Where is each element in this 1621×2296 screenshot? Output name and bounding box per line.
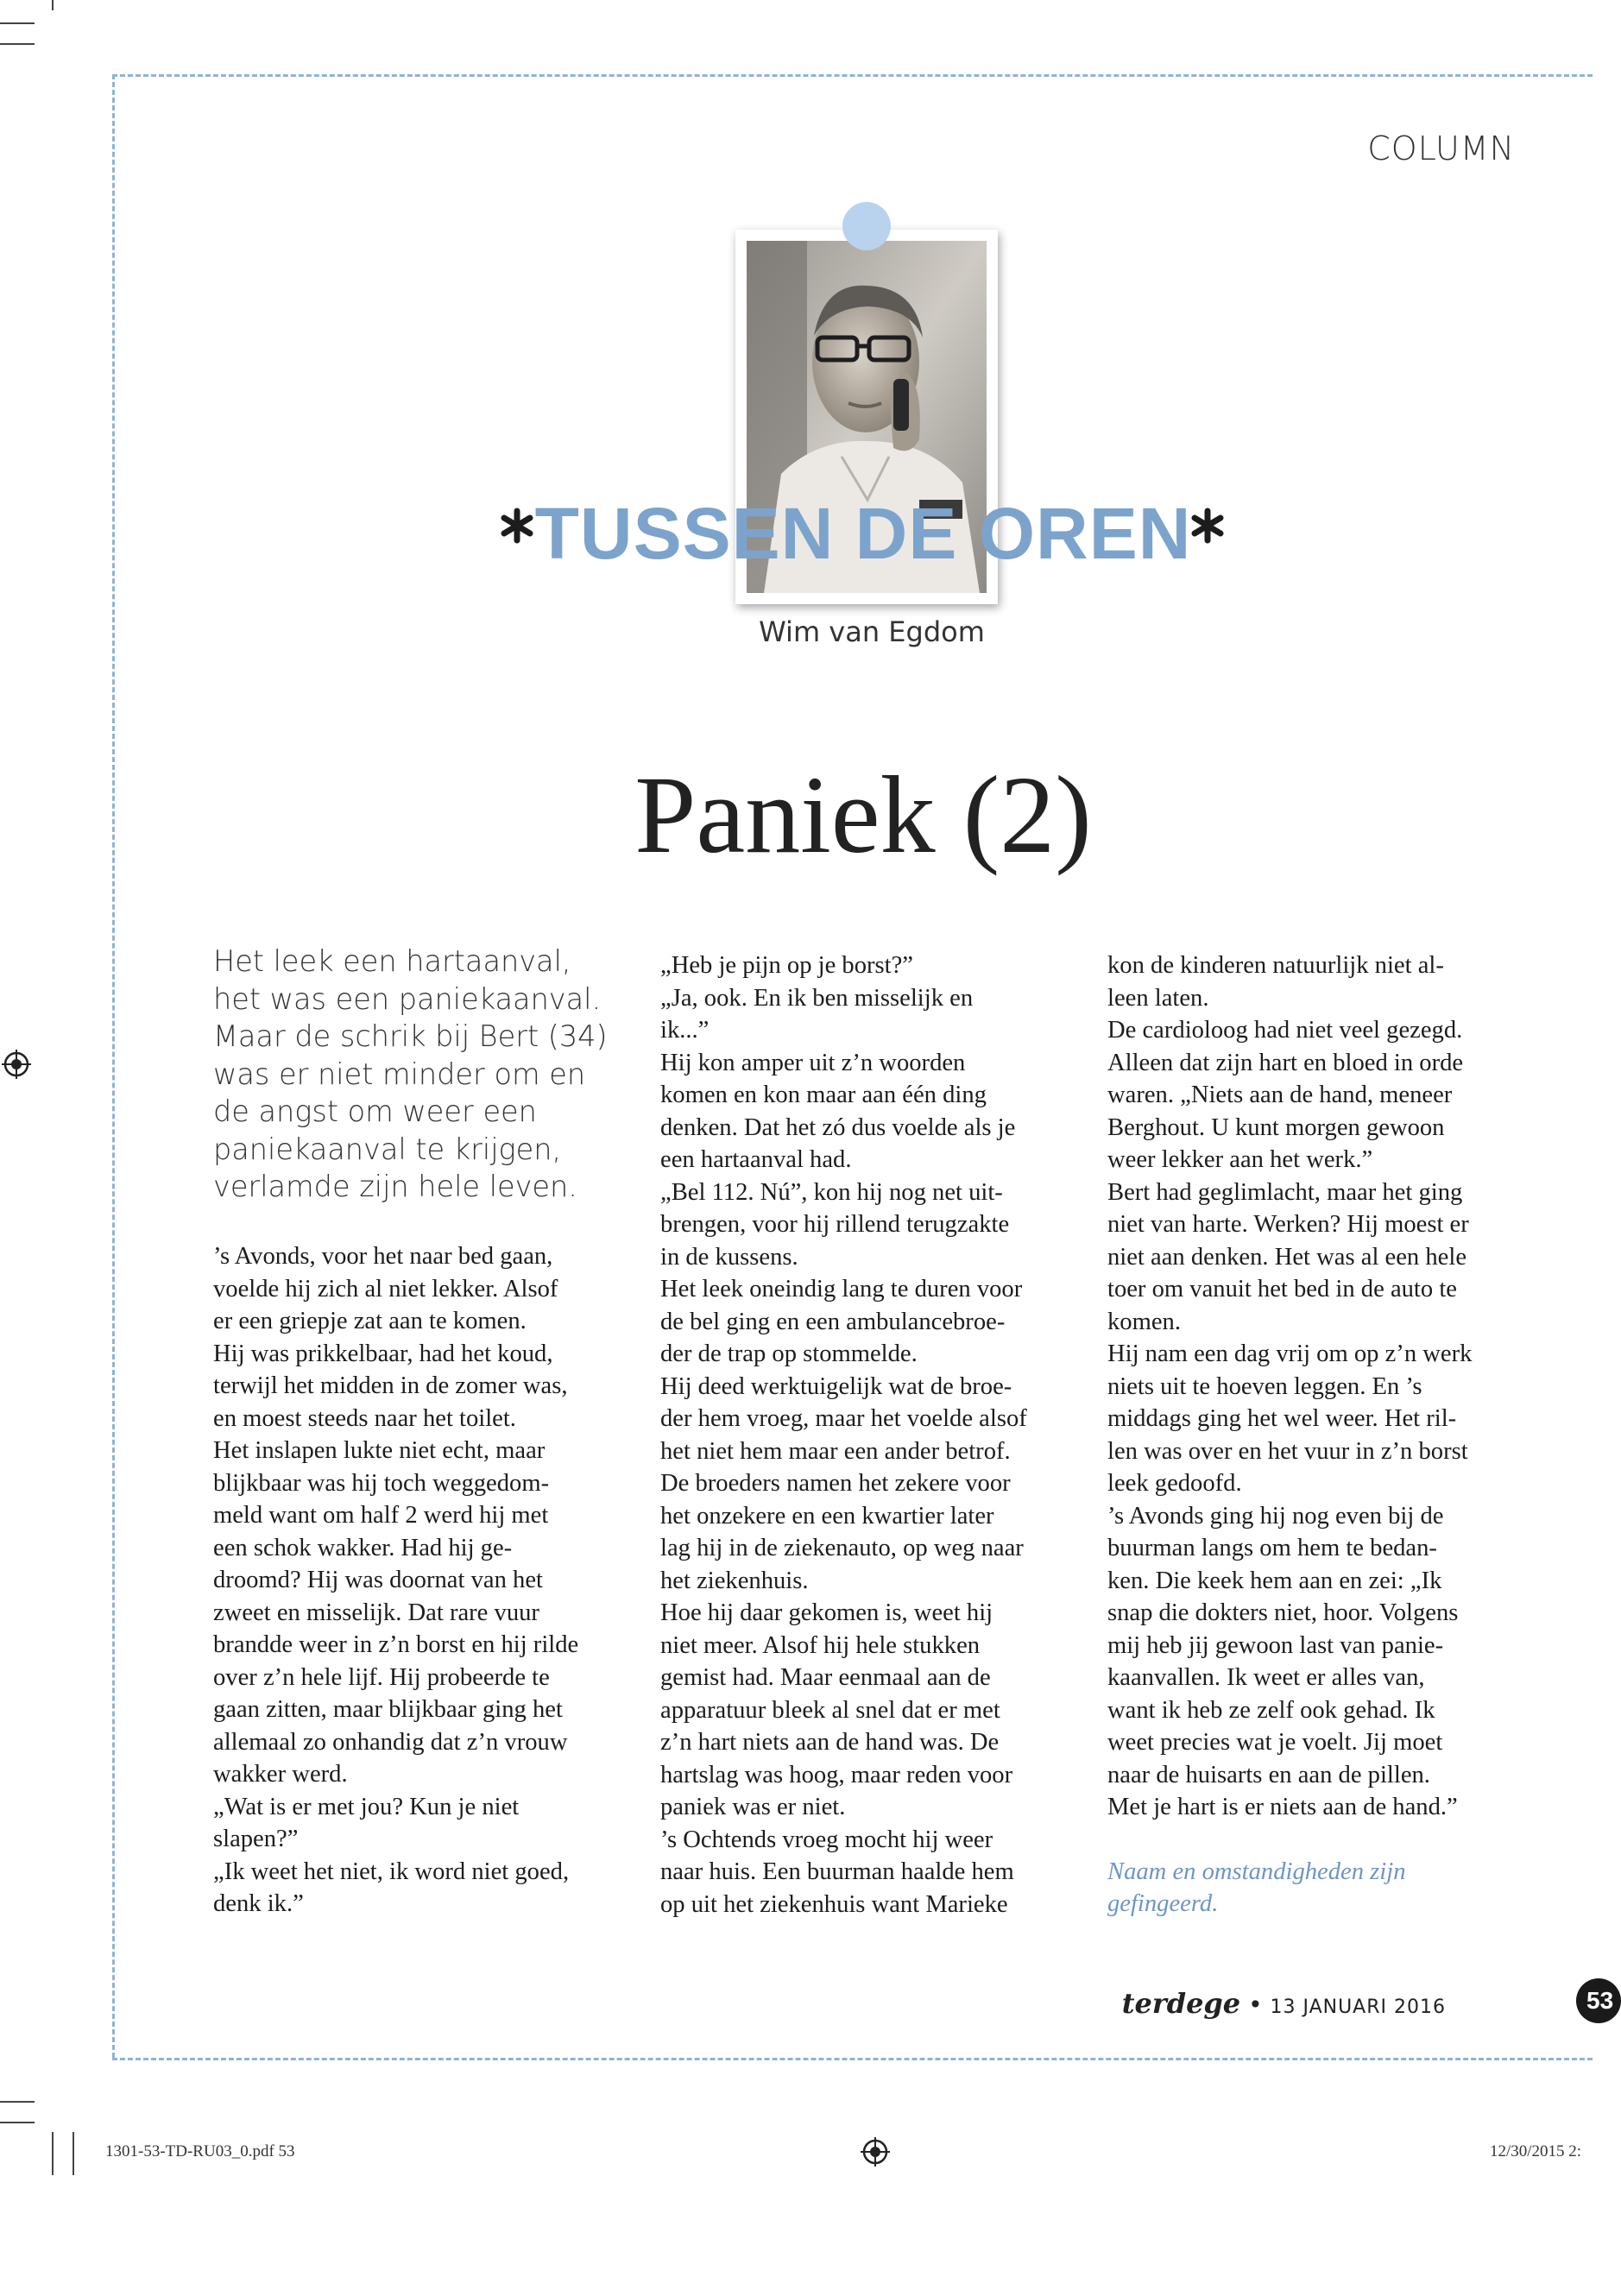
- body-line: denk ik.”: [213, 1890, 304, 1917]
- body-line: paniek was er niet.: [660, 1794, 846, 1820]
- body-line: kaanvallen. Ik weet er alles van,: [1107, 1664, 1425, 1691]
- body-line: Hoe hij daar gekomen is, weet hij: [660, 1599, 993, 1626]
- body-line: brengen, voor hij rillend terugzakte: [660, 1211, 1010, 1238]
- body-line: weet precies wat je voelt. Jij moet: [1107, 1729, 1443, 1756]
- body-line: meld want om half 2 werd hij met: [213, 1502, 549, 1529]
- intro-line: de angst om weer een: [213, 1094, 537, 1128]
- column-headline: TUSSEN DE OREN: [534, 493, 1192, 574]
- body-column-3: [1107, 949, 1472, 1921]
- body-line: leen laten.: [1107, 984, 1209, 1012]
- intro-line: verlamde zijn hele leven.: [213, 1170, 577, 1203]
- body-line: ’s Avonds ging hij nog even bij de: [1107, 1502, 1444, 1530]
- body-line: zweet en misselijk. Dat rare vuur: [213, 1599, 539, 1626]
- disclaimer-note-line: gefingeerd.: [1107, 1890, 1219, 1917]
- body-line: Alleen dat zijn hart en bloed in orde: [1107, 1049, 1464, 1076]
- article-title: Paniek (2): [634, 754, 1092, 876]
- body-line: weer lekker aan het werk.”: [1107, 1146, 1373, 1173]
- intro-line: Maar de schrik bij Bert (34): [213, 1019, 608, 1053]
- page-number: 53: [1576, 1978, 1621, 2023]
- body-line: „Ik weet het niet, ik word niet goed,: [213, 1858, 570, 1885]
- body-line: denken. Dat het zó dus voelde als je: [660, 1113, 1016, 1141]
- body-line: Met je hart is er niets aan de hand.”: [1107, 1794, 1458, 1820]
- body-line: brandde weer in z’n borst en hij rilde: [213, 1631, 579, 1658]
- body-line: „Bel 112. Nú”, kon hij nog net uit-: [660, 1178, 1003, 1206]
- body-line: een hartaanval had.: [660, 1146, 852, 1173]
- body-line: ’s Ochtends vroeg mocht hij weer: [660, 1826, 993, 1853]
- body-line: ik...”: [660, 1017, 710, 1044]
- crop-mark: [0, 43, 35, 45]
- body-line: er een griepje zat aan te komen.: [213, 1308, 527, 1334]
- crop-mark: [73, 2132, 74, 2175]
- body-line: Hij kon amper uit z’n woorden: [660, 1049, 966, 1076]
- article-intro: [213, 943, 619, 1206]
- body-line: lag hij in de ziekenauto, op weg naar: [660, 1535, 1024, 1561]
- body-line: in de kussens.: [660, 1243, 798, 1271]
- body-line: slapen?”: [213, 1826, 299, 1852]
- body-line: de bel ging en een ambulancebroe-: [660, 1308, 1006, 1335]
- body-line: der hem vroeg, maar het voelde alsof: [660, 1405, 1027, 1432]
- body-line: Berghout. U kunt morgen gewoon: [1107, 1113, 1445, 1141]
- body-line: z’n hart niets aan de hand was. De: [660, 1729, 1000, 1756]
- body-column-1: [213, 1240, 578, 1921]
- page-frame-top: [112, 74, 1593, 77]
- body-line: De cardioloog had niet veel gezegd.: [1107, 1017, 1463, 1044]
- body-column-2: [660, 949, 1027, 1921]
- body-line: len was over en het vuur in z’n borst: [1107, 1437, 1468, 1465]
- print-slug-timestamp: 12/30/2015 2:: [1490, 2142, 1582, 2160]
- star-icon: [1188, 506, 1227, 546]
- body-line: „Heb je pijn op je borst?”: [660, 952, 913, 979]
- body-line: want ik heb ze zelf ook gehad. Ik: [1107, 1696, 1435, 1724]
- print-slug-file: 1301-53-TD-RU03_0.pdf 53: [105, 2142, 295, 2160]
- body-line: ken. Die keek hem aan en zei: „Ik: [1107, 1567, 1442, 1594]
- body-line: blijkbaar was hij toch weggedom-: [213, 1469, 550, 1497]
- magazine-brand: terdege: [1121, 1987, 1241, 2020]
- body-line: ’s Avonds, voor het naar bed gaan,: [213, 1243, 553, 1270]
- page-frame-left: [112, 74, 115, 2058]
- crop-mark: [0, 2101, 35, 2103]
- body-line: het niet hem maar een ander betrof.: [660, 1437, 1011, 1465]
- body-line: wakker werd.: [213, 1761, 348, 1788]
- body-line: snap die dokters niet, hoor. Volgens: [1107, 1599, 1459, 1626]
- body-line: waren. „Niets aan de hand, meneer: [1107, 1082, 1453, 1108]
- body-line: Bert had geglimlacht, maar het ging: [1107, 1178, 1463, 1206]
- page-footer: [1122, 1987, 1446, 2020]
- registration-mark-icon: [861, 2137, 890, 2167]
- footer-bullet: •: [1248, 1990, 1263, 2019]
- body-line: mij heb jij gewoon last van panie-: [1107, 1631, 1444, 1659]
- intro-line: was er niet minder om en: [213, 1057, 586, 1091]
- body-line: Hij deed werktuigelijk wat de broe-: [660, 1372, 1012, 1400]
- body-line: middags ging het wel weer. Het ril-: [1107, 1405, 1457, 1432]
- body-line: gaan zitten, maar blijkbaar ging het: [213, 1696, 563, 1723]
- body-line: naar huis. Een buurman haalde hem: [660, 1858, 1014, 1885]
- body-line: leek gedoofd.: [1107, 1470, 1242, 1497]
- body-line: droomd? Hij was doornat van het: [213, 1567, 543, 1593]
- page-frame-bottom: [112, 2058, 1593, 2060]
- body-line: allemaal zo onhandig dat z’n vrouw: [213, 1728, 568, 1756]
- crop-mark: [52, 0, 54, 10]
- body-line: buurman langs om hem te bedan-: [1107, 1535, 1437, 1561]
- crop-mark: [52, 2132, 54, 2175]
- body-line: niet meer. Alsof hij hele stukken: [660, 1631, 981, 1659]
- body-line: der de trap op stommelde.: [660, 1340, 918, 1367]
- body-line: Het inslapen lukte niet echt, maar: [213, 1437, 546, 1464]
- body-line: apparatuur bleek al snel dat er met: [660, 1696, 1000, 1724]
- body-line: het ziekenhuis.: [660, 1567, 809, 1594]
- body-line: voelde hij zich al niet lekker. Alsof: [213, 1275, 558, 1303]
- intro-line: het was een paniekaanval.: [213, 981, 602, 1016]
- body-line: komen.: [1107, 1308, 1181, 1335]
- body-line: „Ja, ook. En ik ben misselijk en: [660, 984, 974, 1012]
- author-name: Wim van Egdom: [759, 615, 985, 648]
- body-line: toer om vanuit het bed in de auto te: [1107, 1276, 1457, 1303]
- body-line: Het leek oneindig lang te duren voor: [660, 1276, 1023, 1303]
- body-line: het onzekere en een kwartier later: [660, 1502, 994, 1530]
- body-line: gemist had. Maar eenmaal aan de: [660, 1664, 991, 1691]
- registration-mark-icon: [2, 1050, 31, 1079]
- body-line: Hij nam een dag vrij om op z’n werk: [1107, 1340, 1473, 1367]
- body-line: niets uit te hoeven leggen. En ’s: [1107, 1372, 1422, 1400]
- issue-date: 13 JANUARI 2016: [1270, 1996, 1446, 2018]
- section-label: COLUMN: [1367, 129, 1515, 167]
- body-line: kon de kinderen natuurlijk niet al-: [1107, 952, 1444, 979]
- crop-mark: [0, 22, 35, 24]
- body-line: hartslag was hoog, maar reden voor: [660, 1761, 1013, 1788]
- body-line: over z’n hele lijf. Hij probeerde te: [213, 1663, 550, 1691]
- body-line: naar de huisarts en aan de pillen.: [1107, 1761, 1430, 1788]
- body-line: niet van harte. Werken? Hij moest er: [1107, 1211, 1469, 1238]
- body-line: op uit het ziekenhuis want Marieke: [660, 1890, 1008, 1918]
- body-line: komen en kon maar aan één ding: [660, 1082, 987, 1108]
- photo-pin: [842, 202, 891, 250]
- body-line: een schok wakker. Had hij ge-: [213, 1534, 513, 1561]
- intro-line: Het leek een hartaanval,: [213, 944, 571, 978]
- intro-line: paniekaanval te krijgen,: [213, 1132, 562, 1166]
- body-line: niet aan denken. Het was al een hele: [1107, 1243, 1467, 1271]
- body-line: en moest steeds naar het toilet.: [213, 1404, 516, 1432]
- body-line: „Wat is er met jou? Kun je niet: [213, 1793, 520, 1820]
- disclaimer-note-line: Naam en omstandigheden zijn: [1107, 1858, 1406, 1885]
- body-line: Hij was prikkelbaar, had het koud,: [213, 1340, 553, 1367]
- body-line: terwijl het midden in de zomer was,: [213, 1372, 568, 1399]
- body-line: De broeders namen het zekere voor: [660, 1470, 1011, 1497]
- crop-mark: [0, 2122, 35, 2123]
